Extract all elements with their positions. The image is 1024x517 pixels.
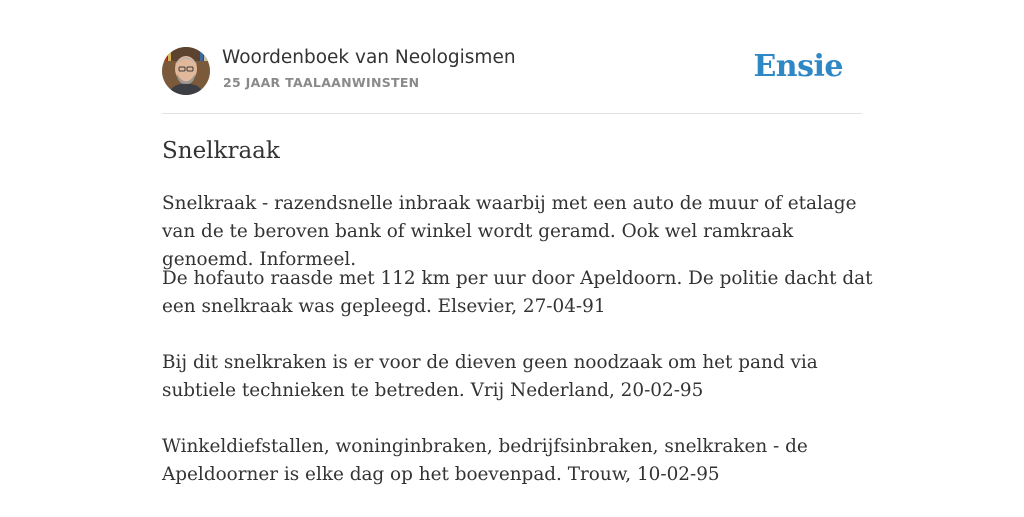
ensie-logo[interactable]: Ensie [753, 49, 843, 84]
author-name[interactable]: Woordenboek van Neologismen [222, 47, 516, 68]
entry-definition: Snelkraak - razendsnelle inbraak waarbij met een auto de muur of etalage van de te beroven bank of winkel wordt geramd. Ook wel ramkraak genoemd. Informeel. [162, 193, 857, 270]
author-subtitle: 25 JAAR TAALAANWINSTEN [223, 75, 420, 90]
entry-title: Snelkraak [162, 138, 280, 164]
quote-item: De hofauto raasde met 112 km per uur door Apeldoorn. De politie dacht dat een snelkraak was gepleegd. Elsevier, 27-04-91 [162, 268, 873, 317]
header [162, 46, 862, 114]
author-photo [162, 47, 210, 95]
quote-item: Winkeldiefstallen, woninginbraken, bedrijfsinbraken, snelkraken - de Apeldoorner is elke dag op het boevenpad. Trouw, 10-02-95 [162, 436, 808, 485]
entry-card [162, 46, 873, 485]
avatar[interactable] [162, 47, 210, 95]
entry-quotes [162, 265, 882, 517]
quote-item: Bij dit snelkraken is er voor de dieven geen noodzaak om het pand via subtiele technieken te betreden. Vrij Nederland, 20-02-95 [162, 352, 818, 401]
